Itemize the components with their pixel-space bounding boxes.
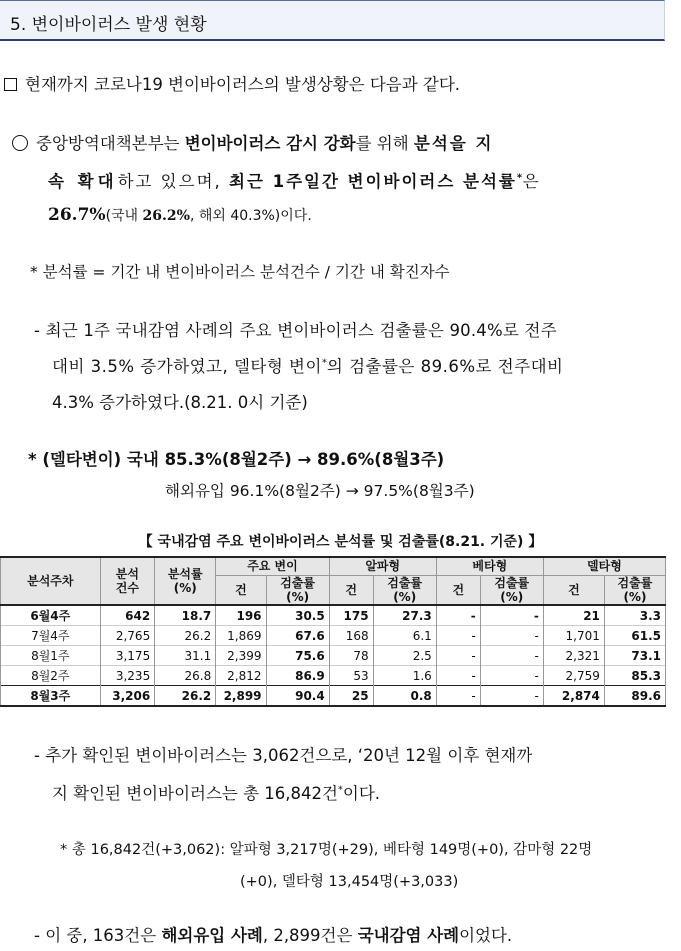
th-delta: 델타형 bbox=[543, 557, 665, 575]
p1-c: 를 위해 bbox=[355, 134, 414, 153]
p1-a: 중앙방역대책본부는 bbox=[36, 134, 185, 153]
th-alpha-cases: 건 bbox=[329, 575, 373, 605]
cell-major-p: 75.6 bbox=[266, 646, 329, 666]
section-title-box bbox=[0, 0, 665, 41]
th-beta: 베타형 bbox=[436, 557, 543, 575]
cell-beta-p: - bbox=[480, 626, 543, 646]
cell-major-p: 30.5 bbox=[266, 605, 329, 626]
cell-major-p: 86.9 bbox=[266, 666, 329, 686]
th-beta-cases: 건 bbox=[436, 575, 480, 605]
p4-a: - 이 중, 163건은 bbox=[34, 926, 162, 945]
cell-major-n: 2,899 bbox=[216, 686, 266, 707]
th-alpha: 알파형 bbox=[329, 557, 436, 575]
table-row bbox=[1, 686, 666, 707]
cell-major-p: 67.6 bbox=[266, 626, 329, 646]
cell-count: 3,235 bbox=[100, 666, 155, 686]
cell-delta-p: 73.1 bbox=[604, 646, 665, 666]
cell-beta-n: - bbox=[436, 646, 480, 666]
th-delta-detect: 검출률 (%) bbox=[604, 575, 665, 605]
p3-line1: - 추가 확인된 변이바이러스는 3,062건으로, ‘20년 12월 이후 현재까 bbox=[34, 746, 533, 765]
cell-major-n: 2,399 bbox=[216, 646, 266, 666]
p4-d: 국내감염 사례 bbox=[357, 926, 460, 945]
cell-delta-n: 2,874 bbox=[543, 686, 604, 707]
note2-line2: (+0), 델타형 13,454명(+3,033) bbox=[240, 874, 459, 890]
delta-note-line2: 해외유입 96.1%(8월2주) → 97.5%(8월3주) bbox=[165, 482, 475, 500]
p2-line2 bbox=[52, 353, 563, 377]
cell-count: 3,206 bbox=[100, 686, 155, 707]
note2-line1: * 총 16,842건(+3,062): 알파형 3,217명(+29), 베타형 149명(+0), 감마형 22명 bbox=[60, 842, 593, 858]
th-major-cases: 건 bbox=[216, 575, 266, 605]
p1-star: * bbox=[516, 172, 523, 184]
p4-line bbox=[34, 922, 512, 946]
p2-l2: 대비 3.5% 증가하였고, 델타형 변이 bbox=[52, 357, 322, 376]
table-row bbox=[1, 646, 666, 666]
cell-alpha-p: 0.8 bbox=[373, 686, 436, 707]
cell-delta-n: 1,701 bbox=[543, 626, 604, 646]
p1-i: 26.7% bbox=[48, 205, 106, 225]
cell-delta-n: 2,759 bbox=[543, 666, 604, 686]
th-major: 주요 변이 bbox=[216, 557, 329, 575]
cell-beta-n: - bbox=[436, 626, 480, 646]
th-week: 분석주차 bbox=[1, 557, 101, 605]
cell-alpha-p: 2.5 bbox=[373, 646, 436, 666]
square-bullet-icon bbox=[4, 78, 17, 91]
th-major-detect: 검출률 (%) bbox=[266, 575, 329, 605]
table-row bbox=[1, 626, 666, 646]
cell-rate: 26.2 bbox=[155, 626, 216, 646]
cell-alpha-n: 53 bbox=[329, 666, 373, 686]
p1-d: 분석을 지 bbox=[413, 134, 494, 153]
cell-alpha-n: 78 bbox=[329, 646, 373, 666]
cell-major-n: 196 bbox=[216, 605, 266, 626]
cell-alpha-p: 6.1 bbox=[373, 626, 436, 646]
cell-alpha-n: 168 bbox=[329, 626, 373, 646]
cell-week: 8월3주 bbox=[1, 686, 101, 707]
p2-line1: - 최근 1주 국내감염 사례의 주요 변이바이러스 검출률은 90.4%로 전주 bbox=[34, 321, 557, 340]
cell-alpha-p: 1.6 bbox=[373, 666, 436, 686]
p1-line3 bbox=[48, 205, 312, 225]
cell-rate: 31.1 bbox=[155, 646, 216, 666]
cell-beta-n: - bbox=[436, 666, 480, 686]
note-analysis-rate: * 분석률 = 기간 내 변이바이러스 분석건수 / 기간 내 확진자수 bbox=[30, 263, 450, 281]
cell-delta-p: 89.6 bbox=[604, 686, 665, 707]
cell-week: 8월2주 bbox=[1, 666, 101, 686]
cell-delta-p: 85.3 bbox=[604, 666, 665, 686]
cell-alpha-n: 25 bbox=[329, 686, 373, 707]
th-rate: 분석률 (%) bbox=[155, 557, 216, 605]
cell-week: 8월1주 bbox=[1, 646, 101, 666]
p1-b: 변이바이러스 감시 강화 bbox=[184, 134, 356, 153]
th-alpha-detect: 검출률 (%) bbox=[373, 575, 436, 605]
cell-beta-n: - bbox=[436, 605, 480, 626]
p2-l2b: 의 검출률은 89.6%로 전주대비 bbox=[326, 357, 564, 376]
cell-delta-p: 3.3 bbox=[604, 605, 665, 626]
p1-g: 최근 1주일간 변이바이러스 분석률 bbox=[229, 172, 517, 191]
cell-rate: 18.7 bbox=[155, 605, 216, 626]
cell-alpha-n: 175 bbox=[329, 605, 373, 626]
p2-star: * bbox=[321, 357, 327, 369]
cell-alpha-p: 27.3 bbox=[373, 605, 436, 626]
cell-beta-p: - bbox=[480, 666, 543, 686]
cell-beta-n: - bbox=[436, 686, 480, 707]
cell-week: 7월4주 bbox=[1, 626, 101, 646]
cell-delta-n: 21 bbox=[543, 605, 604, 626]
p3-star: * bbox=[337, 784, 343, 796]
p1-h: 은 bbox=[522, 172, 540, 191]
variant-table bbox=[0, 556, 666, 707]
cell-count: 642 bbox=[100, 605, 155, 626]
p1-e: 속 확대 bbox=[48, 172, 118, 191]
cell-major-p: 90.4 bbox=[266, 686, 329, 707]
delta-note-line1: * (델타변이) 국내 85.3%(8월2주) → 89.6%(8월3주) bbox=[28, 450, 445, 469]
p4-e: 이었다. bbox=[459, 926, 513, 945]
cell-major-n: 1,869 bbox=[216, 626, 266, 646]
cell-rate: 26.2 bbox=[155, 686, 216, 707]
p1-k: 26.2% bbox=[142, 208, 190, 224]
cell-delta-n: 2,321 bbox=[543, 646, 604, 666]
table-row bbox=[1, 666, 666, 686]
cell-beta-p: - bbox=[480, 605, 543, 626]
th-count: 분석 건수 bbox=[100, 557, 155, 605]
cell-week: 6월4주 bbox=[1, 605, 101, 626]
intro-line bbox=[4, 71, 460, 95]
p1-f: 하고 있으며, bbox=[117, 172, 229, 191]
cell-beta-p: - bbox=[480, 646, 543, 666]
circle-bullet-icon bbox=[12, 135, 28, 151]
cell-count: 2,765 bbox=[100, 626, 155, 646]
intro-text: 현재까지 코로나19 변이바이러스의 발생상황은 다음과 같다. bbox=[25, 75, 461, 94]
p1-j: (국내 bbox=[105, 208, 143, 224]
table-row bbox=[1, 605, 666, 626]
p3-l2b: 이다. bbox=[342, 784, 381, 803]
cell-delta-p: 61.5 bbox=[604, 626, 665, 646]
cell-major-n: 2,812 bbox=[216, 666, 266, 686]
p3-l2: 지 확인된 변이바이러스는 총 16,842건 bbox=[52, 784, 338, 803]
th-beta-detect: 검출률 (%) bbox=[480, 575, 543, 605]
p4-b: 해외유입 사례 bbox=[161, 926, 263, 945]
section-title: 5. 변이바이러스 발생 현황 bbox=[10, 15, 207, 35]
cell-count: 3,175 bbox=[100, 646, 155, 666]
p1-line2 bbox=[48, 168, 539, 192]
th-delta-cases: 건 bbox=[543, 575, 604, 605]
p1-l: , 해외 40.3%)이다. bbox=[189, 208, 312, 224]
p2-line3: 4.3% 증가하였다.(8.21. 0시 기준) bbox=[52, 393, 308, 412]
p4-c: , 2,899건은 bbox=[262, 926, 358, 945]
p1-line1 bbox=[12, 130, 493, 154]
cell-rate: 26.8 bbox=[155, 666, 216, 686]
p3-line2 bbox=[52, 780, 380, 804]
cell-beta-p: - bbox=[480, 686, 543, 707]
table-caption: 【 국내감염 주요 변이바이러스 분석률 및 검출률(8.21. 기준) 】 bbox=[138, 534, 543, 550]
